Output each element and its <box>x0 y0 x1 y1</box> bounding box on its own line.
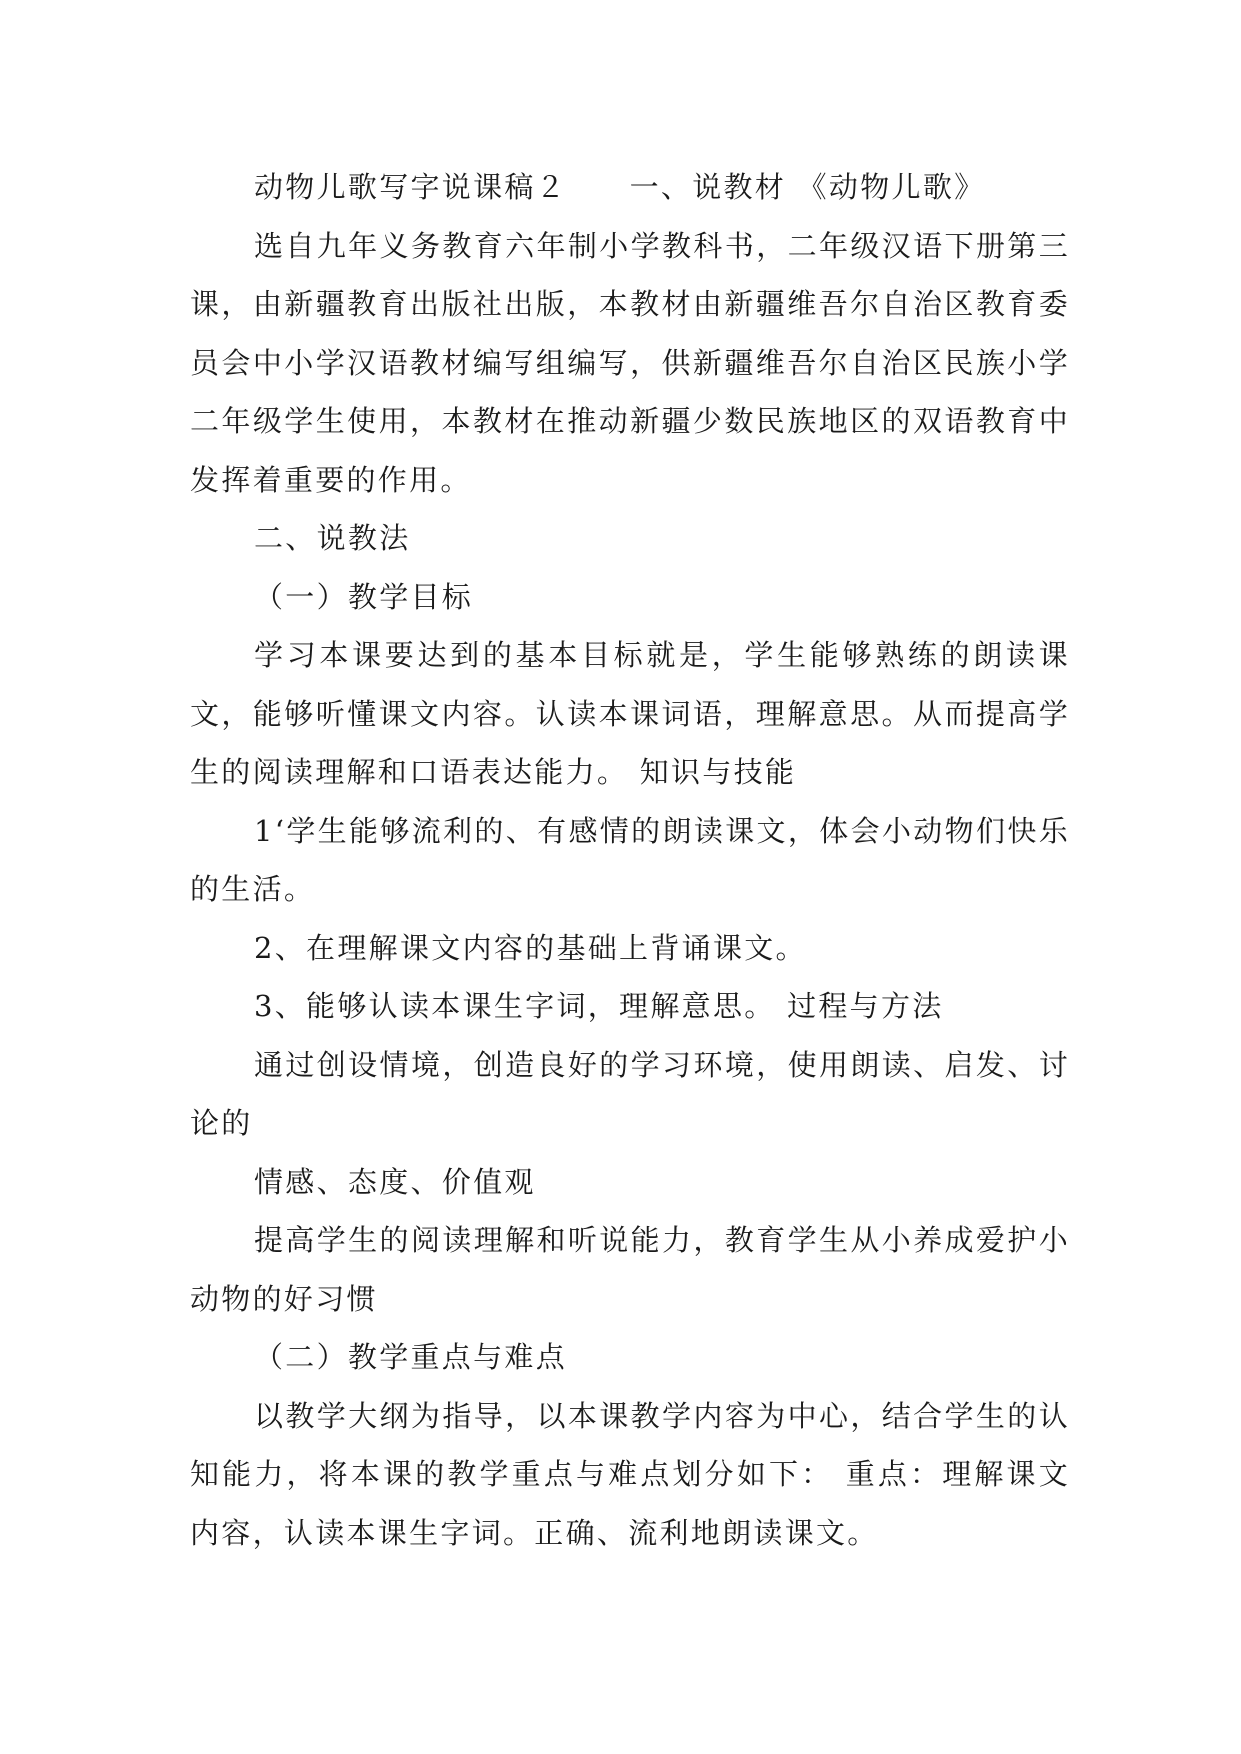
heading-emotion-values: 情感、态度、价值观 <box>254 1164 536 1199</box>
paragraph-textbook-intro: 选自九年义务教育六年制小学教科书，二年级汉语下册第三课，由新疆教育出版社出版，本教材由新疆维吾尔自治区教育委员会中小学汉语教材编写组编写，供新疆维吾尔自治区民族小学二年级学生使用，本教材在推动新疆少数民族地区的双语教育中发挥着重要的作用。 <box>190 228 1070 497</box>
title-paragraph: 动物儿歌写字说课稿２ 一、说教材 《动物儿歌》 <box>254 170 986 204</box>
heading-teaching-method: 二、说教法 <box>254 521 411 555</box>
heading-key-points: （二）教学重点与难点 <box>254 1340 568 1374</box>
paragraph-emotion-goal: 提高学生的阅读理解和听说能力，教育学生从小养成爱护小动物的好习惯 <box>190 1223 1070 1316</box>
paragraph-goal-3: 3、能够认读本课生字词，理解意思。 过程与方法 <box>254 989 944 1023</box>
paragraph-key-points: 以教学大纲为指导，以本课教学内容为中心，结合学生的认知能力，将本课的教学重点与难点划分如下： 重点：理解课文内容，认读本课生字词。正确、流利地朗读课文。 <box>190 1398 1070 1550</box>
heading-teaching-goals: （一）教学目标 <box>254 579 474 614</box>
paragraph-basic-goals: 学习本课要达到的基本目标就是，学生能够熟练的朗读课文，能够听懂课文内容。认读本课词语，理解意思。从而提高学生的阅读理解和口语表达能力。 知识与技能 <box>190 638 1070 789</box>
document-body <box>190 158 1070 1562</box>
paragraph-goal-2: 2、在理解课文内容的基础上背诵课文。 <box>254 930 807 965</box>
paragraph-goal-1: 1‘学生能够流利的、有感情的朗读课文，体会小动物们快乐的生活。 <box>190 813 1070 906</box>
paragraph-process-method: 通过创设情境，创造良好的学习环境，使用朗读、启发、讨论的 <box>190 1047 1070 1140</box>
